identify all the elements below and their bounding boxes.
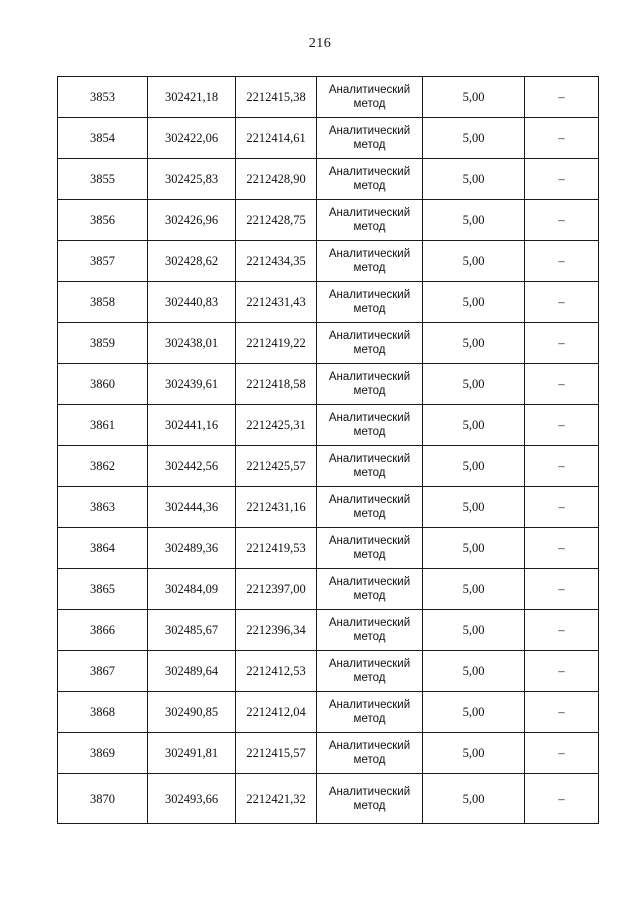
y-coordinate-cell: 2212412,04 [236,692,317,733]
point-number-cell: 3870 [58,774,148,824]
x-coordinate-cell: 302422,06 [148,118,236,159]
x-coordinate-cell: 302491,81 [148,733,236,774]
method-cell [317,528,423,569]
y-coordinate-cell: 2212428,90 [236,159,317,200]
x-coordinate-cell: 302425,83 [148,159,236,200]
table-row [58,528,599,569]
method-line2: метод [353,180,386,192]
method-line1: Аналитический [328,740,411,752]
note-cell: – [525,77,599,118]
accuracy-cell: 5,00 [423,692,525,733]
x-coordinate-cell: 302439,61 [148,364,236,405]
y-coordinate-cell: 2212428,75 [236,200,317,241]
note-cell: – [525,569,599,610]
y-coordinate-cell: 2212419,53 [236,528,317,569]
x-coordinate-cell: 302440,83 [148,282,236,323]
method-line1: Аналитический [328,84,411,96]
x-coordinate-cell: 302485,67 [148,610,236,651]
point-number-cell: 3865 [58,569,148,610]
y-coordinate-cell: 2212412,53 [236,651,317,692]
accuracy-cell: 5,00 [423,159,525,200]
method-cell [317,282,423,323]
accuracy-cell: 5,00 [423,118,525,159]
x-coordinate-cell: 302426,96 [148,200,236,241]
method-cell [317,159,423,200]
method-cell [317,774,423,824]
point-number-cell: 3863 [58,487,148,528]
y-coordinate-cell: 2212431,43 [236,282,317,323]
note-cell: – [525,405,599,446]
table-row [58,323,599,364]
method-line1: Аналитический [328,658,411,670]
note-cell: – [525,651,599,692]
method-line1: Аналитический [328,412,411,424]
note-cell: – [525,487,599,528]
x-coordinate-cell: 302438,01 [148,323,236,364]
method-cell [317,446,423,487]
method-line2: метод [353,590,386,602]
method-line2: метод [353,799,386,812]
point-number-cell: 3858 [58,282,148,323]
x-coordinate-cell: 302490,85 [148,692,236,733]
method-line1: Аналитический [328,166,411,178]
method-cell [317,487,423,528]
y-coordinate-cell: 2212425,31 [236,405,317,446]
point-number-cell: 3866 [58,610,148,651]
note-cell: – [525,364,599,405]
table-row [58,118,599,159]
method-line2: метод [353,508,386,520]
page-number: 216 [308,36,332,51]
accuracy-cell: 5,00 [423,733,525,774]
x-coordinate-cell: 302489,64 [148,651,236,692]
y-coordinate-cell: 2212425,57 [236,446,317,487]
coordinates-table [57,76,599,824]
note-cell: – [525,323,599,364]
table-row [58,692,599,733]
point-number-cell: 3855 [58,159,148,200]
method-line1: Аналитический [328,535,411,547]
accuracy-cell: 5,00 [423,77,525,118]
method-line1: Аналитический [328,494,411,506]
accuracy-cell: 5,00 [423,487,525,528]
method-line2: метод [353,221,386,233]
table-row [58,774,599,824]
method-line2: метод [353,262,386,274]
table-row [58,77,599,118]
method-line2: метод [353,467,386,479]
point-number-cell: 3861 [58,405,148,446]
method-line1: Аналитический [328,207,411,219]
method-cell [317,77,423,118]
y-coordinate-cell: 2212415,38 [236,77,317,118]
method-line2: метод [353,426,386,438]
method-line2: метод [353,631,386,643]
note-cell: – [525,692,599,733]
note-cell: – [525,159,599,200]
table-row [58,364,599,405]
table-row [58,446,599,487]
method-line1: Аналитический [328,576,411,588]
point-number-cell: 3868 [58,692,148,733]
y-coordinate-cell: 2212415,57 [236,733,317,774]
accuracy-cell: 5,00 [423,774,525,824]
method-line1: Аналитический [328,248,411,260]
point-number-cell: 3864 [58,528,148,569]
x-coordinate-cell: 302444,36 [148,487,236,528]
point-number-cell: 3869 [58,733,148,774]
y-coordinate-cell: 2212421,32 [236,774,317,824]
x-coordinate-cell: 302489,36 [148,528,236,569]
method-line1: Аналитический [328,330,411,342]
method-line2: метод [353,98,386,110]
note-cell: – [525,610,599,651]
point-number-cell: 3860 [58,364,148,405]
method-line1: Аналитический [328,617,411,629]
method-cell [317,364,423,405]
method-cell [317,692,423,733]
x-coordinate-cell: 302493,66 [148,774,236,824]
table-row [58,282,599,323]
x-coordinate-cell: 302428,62 [148,241,236,282]
y-coordinate-cell: 2212431,16 [236,487,317,528]
method-line2: метод [353,303,386,315]
note-cell: – [525,774,599,824]
note-cell: – [525,241,599,282]
table-row [58,610,599,651]
method-line2: метод [353,672,386,684]
accuracy-cell: 5,00 [423,200,525,241]
method-cell [317,733,423,774]
method-line2: метод [353,754,386,766]
table-row [58,200,599,241]
table-row [58,733,599,774]
note-cell: – [525,200,599,241]
method-line2: метод [353,385,386,397]
method-cell [317,651,423,692]
note-cell: – [525,528,599,569]
y-coordinate-cell: 2212414,61 [236,118,317,159]
method-line2: метод [353,549,386,561]
point-number-cell: 3862 [58,446,148,487]
accuracy-cell: 5,00 [423,610,525,651]
accuracy-cell: 5,00 [423,446,525,487]
accuracy-cell: 5,00 [423,241,525,282]
point-number-cell: 3853 [58,77,148,118]
accuracy-cell: 5,00 [423,651,525,692]
x-coordinate-cell: 302442,56 [148,446,236,487]
method-cell [317,405,423,446]
note-cell: – [525,118,599,159]
point-number-cell: 3854 [58,118,148,159]
method-cell [317,118,423,159]
y-coordinate-cell: 2212434,35 [236,241,317,282]
point-number-cell: 3856 [58,200,148,241]
accuracy-cell: 5,00 [423,569,525,610]
table-row [58,651,599,692]
x-coordinate-cell: 302441,16 [148,405,236,446]
method-cell [317,241,423,282]
x-coordinate-cell: 302421,18 [148,77,236,118]
method-cell [317,610,423,651]
method-line1: Аналитический [328,371,411,383]
table-row [58,241,599,282]
x-coordinate-cell: 302484,09 [148,569,236,610]
method-line2: метод [353,344,386,356]
y-coordinate-cell: 2212418,58 [236,364,317,405]
table-body [58,77,599,824]
method-line2: метод [353,713,386,725]
y-coordinate-cell: 2212397,00 [236,569,317,610]
note-cell: – [525,282,599,323]
accuracy-cell: 5,00 [423,405,525,446]
note-cell: – [525,733,599,774]
table-row [58,487,599,528]
accuracy-cell: 5,00 [423,323,525,364]
table-row [58,569,599,610]
y-coordinate-cell: 2212419,22 [236,323,317,364]
method-line1: Аналитический [328,125,411,137]
table-row [58,405,599,446]
accuracy-cell: 5,00 [423,282,525,323]
accuracy-cell: 5,00 [423,528,525,569]
method-line1: Аналитический [328,289,411,301]
method-line2: метод [353,139,386,151]
table-row [58,159,599,200]
point-number-cell: 3857 [58,241,148,282]
method-cell [317,200,423,241]
method-line1: Аналитический [328,699,411,711]
method-line1: Аналитический [328,785,411,798]
note-cell: – [525,446,599,487]
point-number-cell: 3859 [58,323,148,364]
method-cell [317,569,423,610]
method-cell [317,323,423,364]
point-number-cell: 3867 [58,651,148,692]
accuracy-cell: 5,00 [423,364,525,405]
y-coordinate-cell: 2212396,34 [236,610,317,651]
method-line1: Аналитический [328,453,411,465]
